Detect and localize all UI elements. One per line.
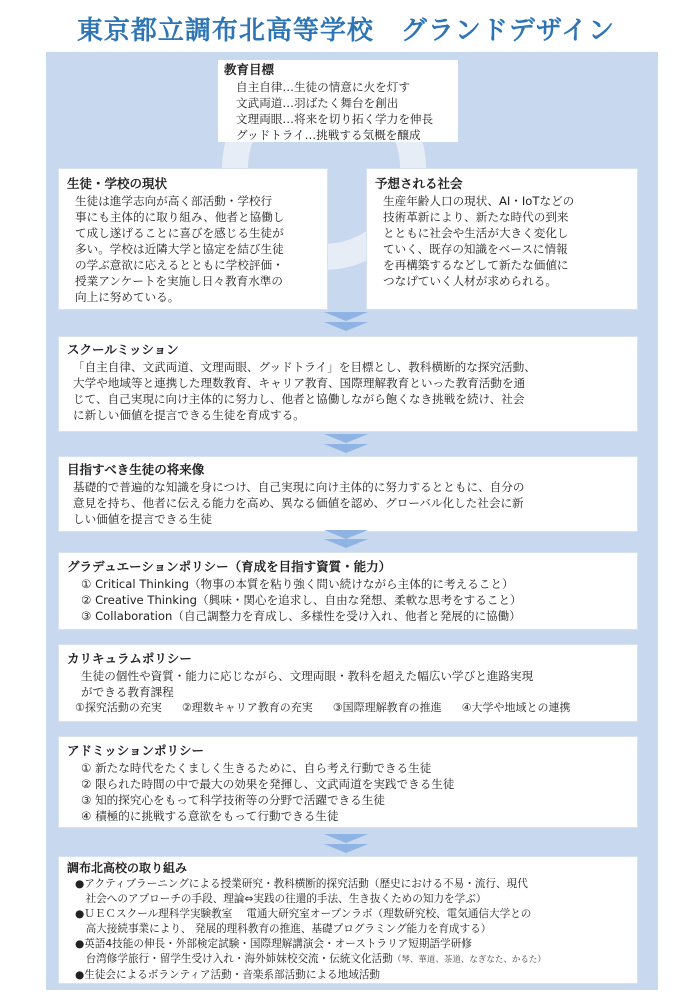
effort-line: ●ＵＥＣスクール理科学実験教室 電通大研究室オープンラボ（理数研究校、電気通信大学との [75, 908, 532, 920]
current-status-line: 生徒は進学志向が高く部活動・学校行 [75, 194, 273, 208]
effort-line: 社会へのアプローチの手段、理論⇔実践の往還的手法、生き抜くための知力を学ぶ） [75, 893, 487, 905]
education-goals-heading: 教育目標 [224, 62, 275, 77]
graduation-policy-line: ② Creative Thinking（興味・関心を追求し、自由な発想、柔軟な思考をすること） [81, 593, 522, 607]
admission-policy-line: ④ 積極的に挑戦する意欲をもって行動できる生徒 [81, 809, 339, 823]
current-status-line: て成し遂げることに喜びを感じる生徒が [75, 226, 284, 240]
chevron-down-icon [324, 530, 368, 539]
admission-policy-line: ③ 知的探究心をもって科学技術等の分野で活躍できる生徒 [81, 793, 385, 807]
current-status-box [58, 168, 328, 310]
school-mission-line: 「自主自律、文武両道、文理両眼、グッドトライ」を目標とし、教科横断的な探究活動、 [73, 360, 536, 374]
school-mission-box [58, 336, 638, 432]
curriculum-policy-line: ができる教育課程 [81, 685, 174, 699]
curriculum-items [67, 700, 629, 716]
graduation-policy-line: ① Critical Thinking（物事の本質を粘り強く問い続けながら主体的に考えること） [81, 577, 514, 591]
effort-line: ●英語4技能の伸長・外部検定試験・国際理解講演会・オーストラリア短期語学研修 [75, 938, 472, 950]
future-society-line: 技術革新により、新たな時代の到来 [383, 210, 569, 224]
future-society-line: とともに社会や生活が大きく変化し [383, 226, 569, 240]
effort-note: （琴、華道、茶道、なぎなた、かるた） [392, 955, 546, 965]
school-mission-line: に新しい価値を提言できる生徒を育成する。 [73, 408, 305, 422]
student-vision-heading: 目指すべき生徒の将来像 [67, 462, 205, 477]
student-vision-box [58, 456, 638, 532]
chevron-down-icon [324, 844, 368, 853]
student-vision-line: しい価値を提言できる生徒 [73, 512, 213, 526]
goal-line: 文武両道…羽ばたく舞台を創出 [236, 96, 399, 110]
current-status-line: 多い。学校は近隣大学と協定を結び生徒 [75, 242, 284, 256]
education-goals-box [218, 60, 458, 142]
current-status-line: 向上に努めている。 [75, 290, 180, 304]
effort-line: ●アクティブラーニングによる授業研究・教科横断的探究活動（歴史における不易・流行、現代 [75, 878, 528, 890]
admission-policy-heading: アドミッションポリシー [67, 743, 205, 758]
curriculum-item: ③国際理解教育の推進 [332, 701, 442, 714]
chevron-down-icon [324, 444, 368, 453]
graduation-policy-heading: グラデュエーションポリシー（育成を目指す資質・能力） [67, 559, 392, 574]
future-society-line: 生産年齢人口の現状、AI・IoTなどの [383, 194, 575, 208]
chevron-down-icon [324, 312, 368, 321]
current-status-line: 事にも主体的に取り組み、他者と協働し [75, 210, 285, 224]
curriculum-policy-box [58, 644, 638, 722]
effort-text: 台湾修学旅行・留学生受け入れ・海外姉妹校交流・伝統文化活動 [75, 953, 393, 965]
future-society-line: ていく、既存の知識をベースに情報 [383, 242, 568, 256]
chevron-down-icon [324, 834, 368, 843]
school-mission-line: じて、自己実現に向け主体的に努力し、他者と協働しながら飽くなき挑戦を続け、社会 [73, 392, 525, 406]
school-mission-heading: スクールミッション [67, 342, 179, 357]
chevron-down-icon [324, 539, 368, 548]
student-vision-line: 意見を持ち、他者に伝える能力を高め、異なる価値を認め、グローバル化した社会に新 [73, 496, 524, 510]
current-status-heading: 生徒・学校の現状 [67, 176, 168, 191]
school-mission-line: 大学や地域等と連携した理数教育、キャリア教育、国際理解教育といった教育活動を通 [73, 376, 526, 390]
goal-line: 自主自律…生徒の情意に火を灯す [236, 80, 410, 94]
student-vision-line: 基礎的で普遍的な知識を身につけ、自己実現に向け主体的に努力するとともに、自分の [73, 480, 525, 494]
future-society-heading: 予想される社会 [375, 176, 463, 191]
graduation-policy-box [58, 552, 638, 630]
school-efforts-box [58, 856, 638, 984]
goal-line: 文理両眼…将来を切り拓く学力を伸長 [236, 112, 434, 126]
effort-line: ●生徒会によるボランティア活動・音楽系部活動による地域活動 [75, 969, 381, 981]
page-title: 東京都立調布北高等学校 グランドデザイン [76, 16, 616, 46]
goal-line: グッドトライ…挑戦する気概を醸成 [236, 128, 421, 142]
effort-line [67, 952, 629, 968]
curriculum-item: ②理数キャリア教育の充実 [181, 701, 313, 714]
graduation-policy-line: ③ Collaboration（自己調整力を育成し、多様性を受け入れ、他者と発展的に協働） [81, 609, 521, 623]
current-status-line: 授業アンケートを実施し日々教育水準の [75, 274, 283, 288]
admission-policy-line: ① 新たな時代をたくましく生きるために、自ら考え行動できる生徒 [81, 761, 432, 775]
future-society-line: を再構築するなどして新たな価値に [383, 258, 569, 272]
admission-policy-box [58, 736, 638, 828]
curriculum-item: ①探究活動の充実 [75, 701, 162, 714]
school-efforts-heading: 調布北高校の取り組み [67, 861, 188, 875]
curriculum-item: ④大学や地域との連携 [461, 701, 571, 714]
current-status-line: の学ぶ意欲に応えるとともに学校評価・ [75, 258, 284, 272]
curriculum-policy-line: 生徒の個性や資質・能力に応じながら、文理両眼・教科を超えた幅広い学びと進路実現 [81, 669, 534, 683]
future-society-line: つなげていく人材が求められる。 [383, 274, 557, 288]
curriculum-policy-heading: カリキュラムポリシー [67, 651, 192, 666]
future-society-box [366, 168, 638, 310]
admission-policy-line: ② 限られた時間の中で最大の効果を発揮し、文武両道を実践できる生徒 [81, 777, 455, 791]
effort-line: 高大接続事業により、 発展的理科教育の推進、基礎プログラミング能力を育成する） [75, 923, 492, 935]
chevron-down-icon [324, 322, 368, 331]
chevron-down-icon [324, 434, 368, 443]
